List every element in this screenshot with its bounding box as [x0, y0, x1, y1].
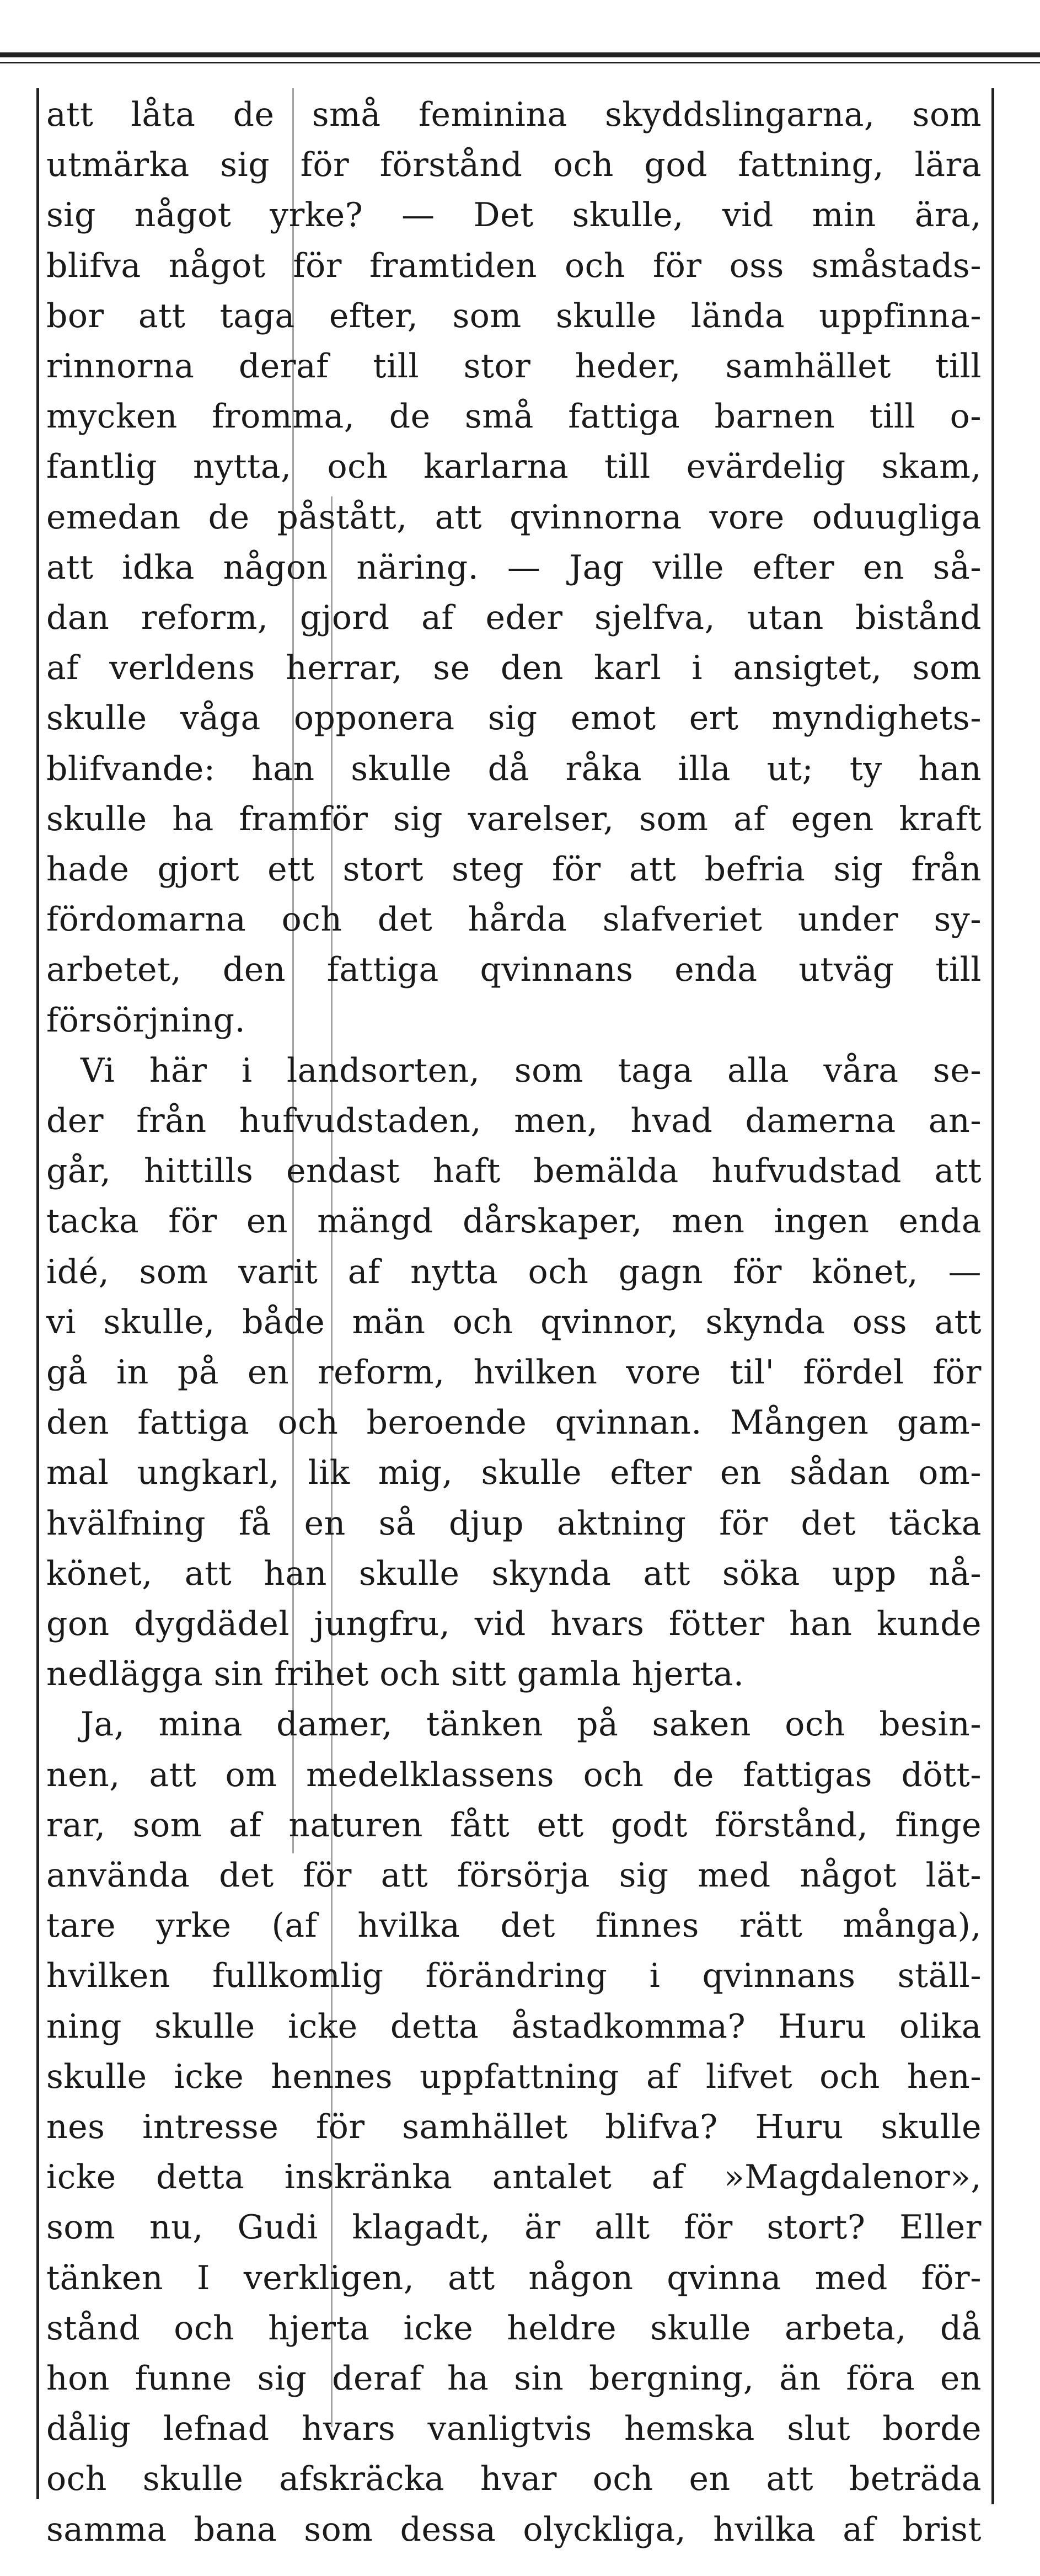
text-line: gon dygdädel jungfru, vid hvars fötter han kunde: [46, 1605, 982, 1643]
text-line: vi skulle, både män och qvinnor, skynda oss att: [46, 1302, 982, 1342]
text-line: mycken fromma, de små fattiga barnen till o-: [46, 397, 982, 436]
text-line: bor att taga efter, som skulle lända uppfinna-: [46, 296, 982, 335]
text-line: Ja, mina damer, tänken på saken och besin-: [81, 1705, 982, 1744]
text-line: blifva något för framtiden och för oss småstads-: [46, 246, 982, 285]
text-line: icke detta inskränka antalet af »Magdalenor»,: [46, 2158, 982, 2197]
text-line: tacka för en mängd dårskaper, men ingen enda: [46, 1202, 982, 1241]
text-line: af verldens herrar, se den karl i ansigtet, som: [46, 649, 982, 688]
top-rule: [0, 52, 1040, 57]
text-line: tänken I verkligen, att någon qvinna med för-: [46, 2258, 982, 2297]
text-line: fantlig nytta, och karlarna till evärdelig skam,: [46, 447, 982, 487]
text-line: tare yrke (af hvilka det finnes rätt många),: [46, 1906, 982, 1946]
text-line: använda det för att försörja sig med något lät-: [46, 1856, 982, 1895]
article-column: [46, 88, 982, 2549]
text-line: der från hufvudstaden, men, hvad damerna an-: [46, 1102, 982, 1140]
text-line: idé, som varit af nytta och gagn för könet, —: [46, 1252, 982, 1291]
text-line: skulle ha framför sig varelser, som af egen kraft: [46, 799, 982, 838]
text-line: emedan de påstått, att qvinnorna vore oduugliga: [46, 498, 982, 537]
column-right-border: [991, 88, 994, 2504]
text-line: könet, att han skulle skynda att söka upp nå-: [46, 1554, 982, 1593]
text-line: utmärka sig för förstånd och god fattning, lära: [46, 146, 982, 185]
text-line: skulle icke hennes uppfattning af lifvet och hen-: [46, 2057, 982, 2096]
text-line: fördomarna och det hårda slafveriet under sy-: [46, 900, 982, 939]
text-line: Vi här i landsorten, som taga alla våra se-: [81, 1051, 982, 1090]
column-left-border: [36, 88, 39, 2499]
text-line: rinnorna deraf till stor heder, samhället till: [46, 347, 982, 386]
text-line: att idka någon näring. — Jag ville efter en så-: [46, 548, 982, 587]
text-line: dålig lefnad hvars vanligtvis hemska slut borde: [46, 2409, 982, 2449]
text-line: blifvande: han skulle då råka illa ut; ty han: [46, 749, 982, 788]
text-line: skulle våga opponera sig emot ert myndighets-: [46, 699, 982, 738]
text-line: mal ungkarl, lik mig, skulle efter en sådan om-: [46, 1453, 982, 1493]
text-line: och skulle afskräcka hvar och en att beträda: [46, 2460, 982, 2499]
text-line: ning skulle icke detta åstadkomma? Huru olika: [46, 2007, 982, 2046]
top-rule-thin: [0, 62, 1040, 63]
text-line: dan reform, gjord af eder sjelfva, utan bistånd: [46, 598, 982, 637]
text-line: hade gjort ett stort steg för att befria sig från: [46, 850, 982, 889]
text-line: nes intresse för samhället blifva? Huru skulle: [46, 2108, 982, 2146]
text-line: som nu, Gudi klagadt, är allt för stort? Eller: [46, 2208, 982, 2247]
text-line: att låta de små feminina skyddslingarna, som: [46, 95, 982, 134]
text-line: försörjning.: [46, 1001, 246, 1040]
text-line: rar, som af naturen fått ett godt förstånd, finge: [46, 1805, 982, 1845]
text-line: hvilken fullkomlig förändring i qvinnans ställ-: [46, 1957, 982, 1996]
text-line: nen, att om medelklassens och de fattigas dött-: [46, 1755, 982, 1794]
text-line: samma bana som dessa olyckliga, hvilka af brist: [46, 2510, 982, 2549]
text-line: hvälfning få en så djup aktning för det täcka: [46, 1504, 982, 1543]
text-line: den fattiga och beroende qvinnan. Mången gam-: [46, 1403, 982, 1442]
text-line: hon funne sig deraf ha sin bergning, än föra en: [46, 2359, 982, 2398]
text-line: går, hittills endast haft bemälda hufvudstad att: [46, 1152, 982, 1191]
text-line: sig något yrke? — Det skulle, vid min ära,: [46, 196, 982, 235]
text-line: arbetet, den fattiga qvinnans enda utväg till: [46, 950, 982, 990]
text-line: stånd och hjerta icke heldre skulle arbeta, då: [46, 2308, 982, 2348]
text-line: nedlägga sin frihet och sitt gamla hjerta.: [46, 1655, 744, 1694]
text-line: gå in på en reform, hvilken vore til' fördel för: [46, 1353, 982, 1392]
